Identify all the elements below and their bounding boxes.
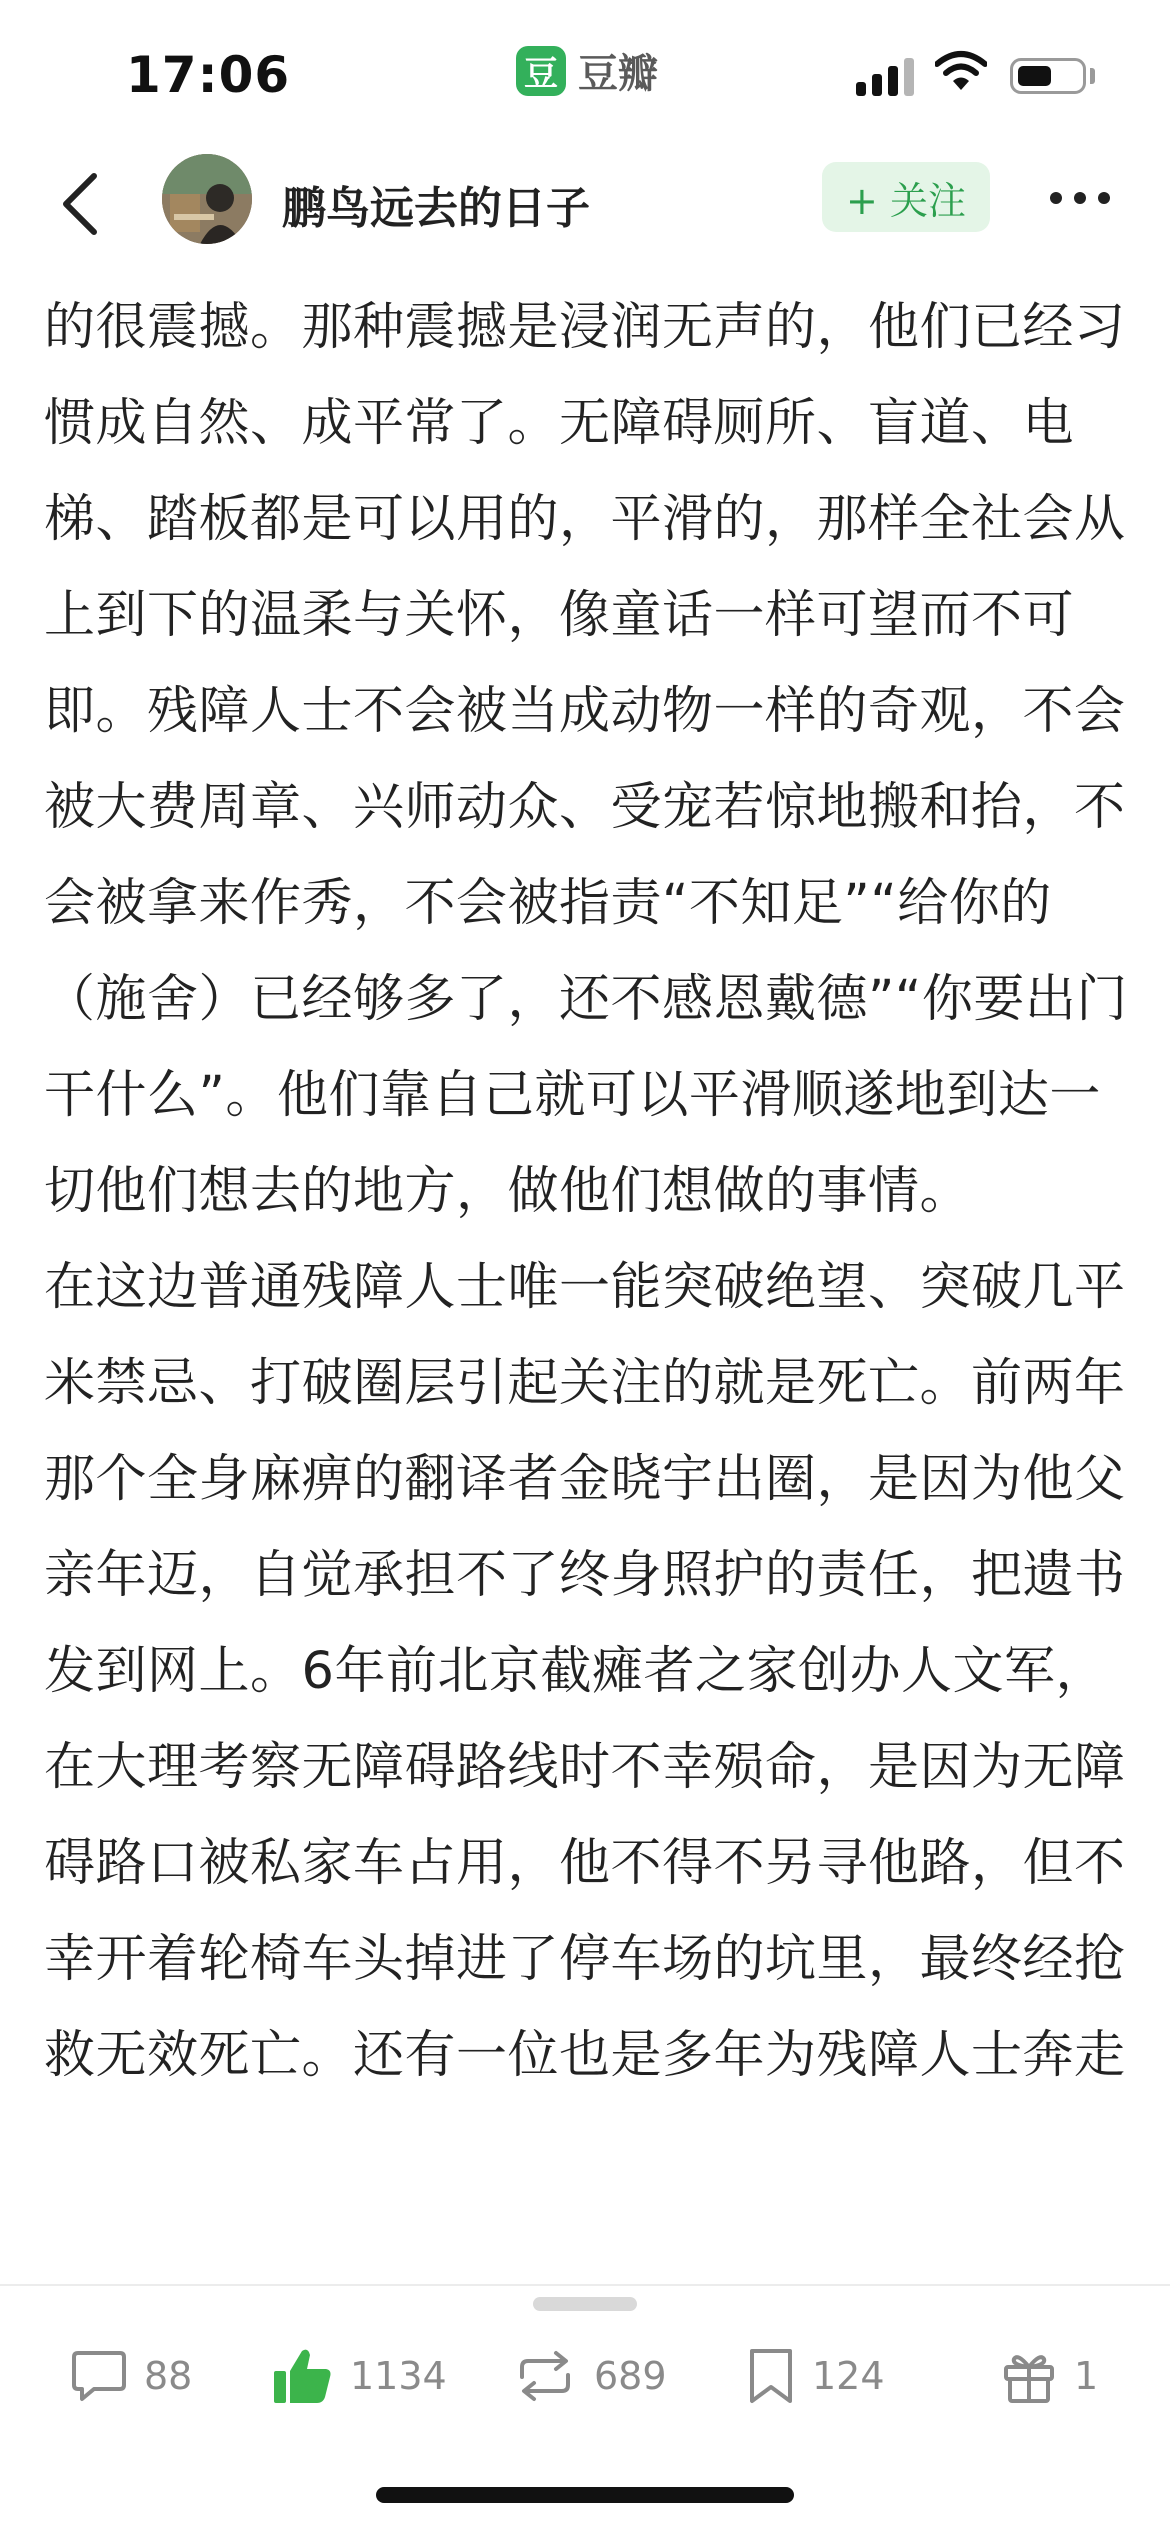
comment-button[interactable] — [70, 2336, 192, 2416]
thumbs-up-icon — [272, 2345, 334, 2407]
wifi-icon — [935, 50, 987, 94]
battery-level — [1018, 66, 1051, 86]
more-dot-icon — [1074, 192, 1086, 204]
bookmark-icon — [746, 2347, 796, 2405]
app-badge — [516, 42, 658, 99]
like-count: 1134 — [350, 2354, 447, 2398]
app-name: 豆瓣 — [578, 51, 658, 97]
more-options-button[interactable] — [1040, 168, 1120, 228]
more-dot-icon — [1050, 192, 1062, 204]
avatar[interactable] — [162, 154, 252, 244]
user-name[interactable]: 鹏鸟远去的日子 — [282, 183, 590, 234]
like-button[interactable] — [272, 2336, 447, 2416]
gift-icon — [1000, 2347, 1058, 2405]
home-indicator[interactable] — [376, 2487, 794, 2503]
battery-tip — [1090, 68, 1095, 84]
bottom-toolbar — [0, 2316, 1170, 2436]
article-paragraph: 在这边普通残障人士唯一能突破绝望、突破几平米禁忌、打破圈层引起关注的就是死亡。前两年那个全身麻痹的翻译者金晓宇出圈，是因为他父亲年迈，自觉承担不了终身照护的责任，把遗书发到网上。6年前北京截瘫者之家创办人文军，在大理考察无障碍路线时不幸殒命，是因为无障碍路口被私家车占用，他不得不另寻他路，但不幸开着轮椅车头掉进了停车场的坑里，最终经抢救无效死亡。还有一位也是多年为残障人士奔走 — [44, 1258, 1126, 2085]
comment-count: 88 — [144, 2354, 193, 2398]
status-bar — [0, 0, 1170, 150]
status-time: 17:06 — [126, 46, 291, 104]
reshare-icon — [512, 2347, 578, 2405]
comment-icon — [70, 2347, 128, 2405]
article-paragraph: 的很震撼。那种震撼是浸润无声的，他们已经习惯成自然、成平常了。无障碍厕所、盲道、电梯、踏板都是可以用的，平滑的，那样全社会从上到下的温柔与关怀，像童话一样可望而不可即。残障人士不会被当成动物一样的奇观，不会被大费周章、兴师动众、受宠若惊地搬和抬，不会被拿来作秀，不会被指责“不知足”“给你的（施舍）已经够多了，还不感恩戴德”“你要出门干什么”。他们靠自己就可以平滑顺遂地到达一切他们想去的地方，做他们想做的事情。 — [44, 298, 1128, 1221]
more-dot-icon — [1098, 192, 1110, 204]
douban-logo-icon: 豆 — [516, 46, 566, 96]
follow-button[interactable]: + 关注 — [822, 162, 990, 232]
cellular-signal-icon — [856, 56, 914, 96]
chevron-left-icon — [60, 172, 100, 236]
article-body — [44, 280, 1134, 2270]
bookmark-count: 124 — [812, 2354, 885, 2398]
reshare-count: 689 — [594, 2354, 667, 2398]
bookmark-button[interactable] — [746, 2336, 885, 2416]
back-button[interactable] — [40, 164, 120, 244]
gift-count: 1 — [1074, 2354, 1099, 2398]
nav-bar — [0, 150, 1170, 260]
reshare-button[interactable] — [512, 2336, 667, 2416]
avatar-image — [162, 154, 252, 244]
toolbar-divider — [0, 2284, 1170, 2286]
battery-icon — [1010, 58, 1086, 94]
scroll-handle[interactable] — [533, 2297, 637, 2311]
gift-button[interactable] — [1000, 2336, 1098, 2416]
